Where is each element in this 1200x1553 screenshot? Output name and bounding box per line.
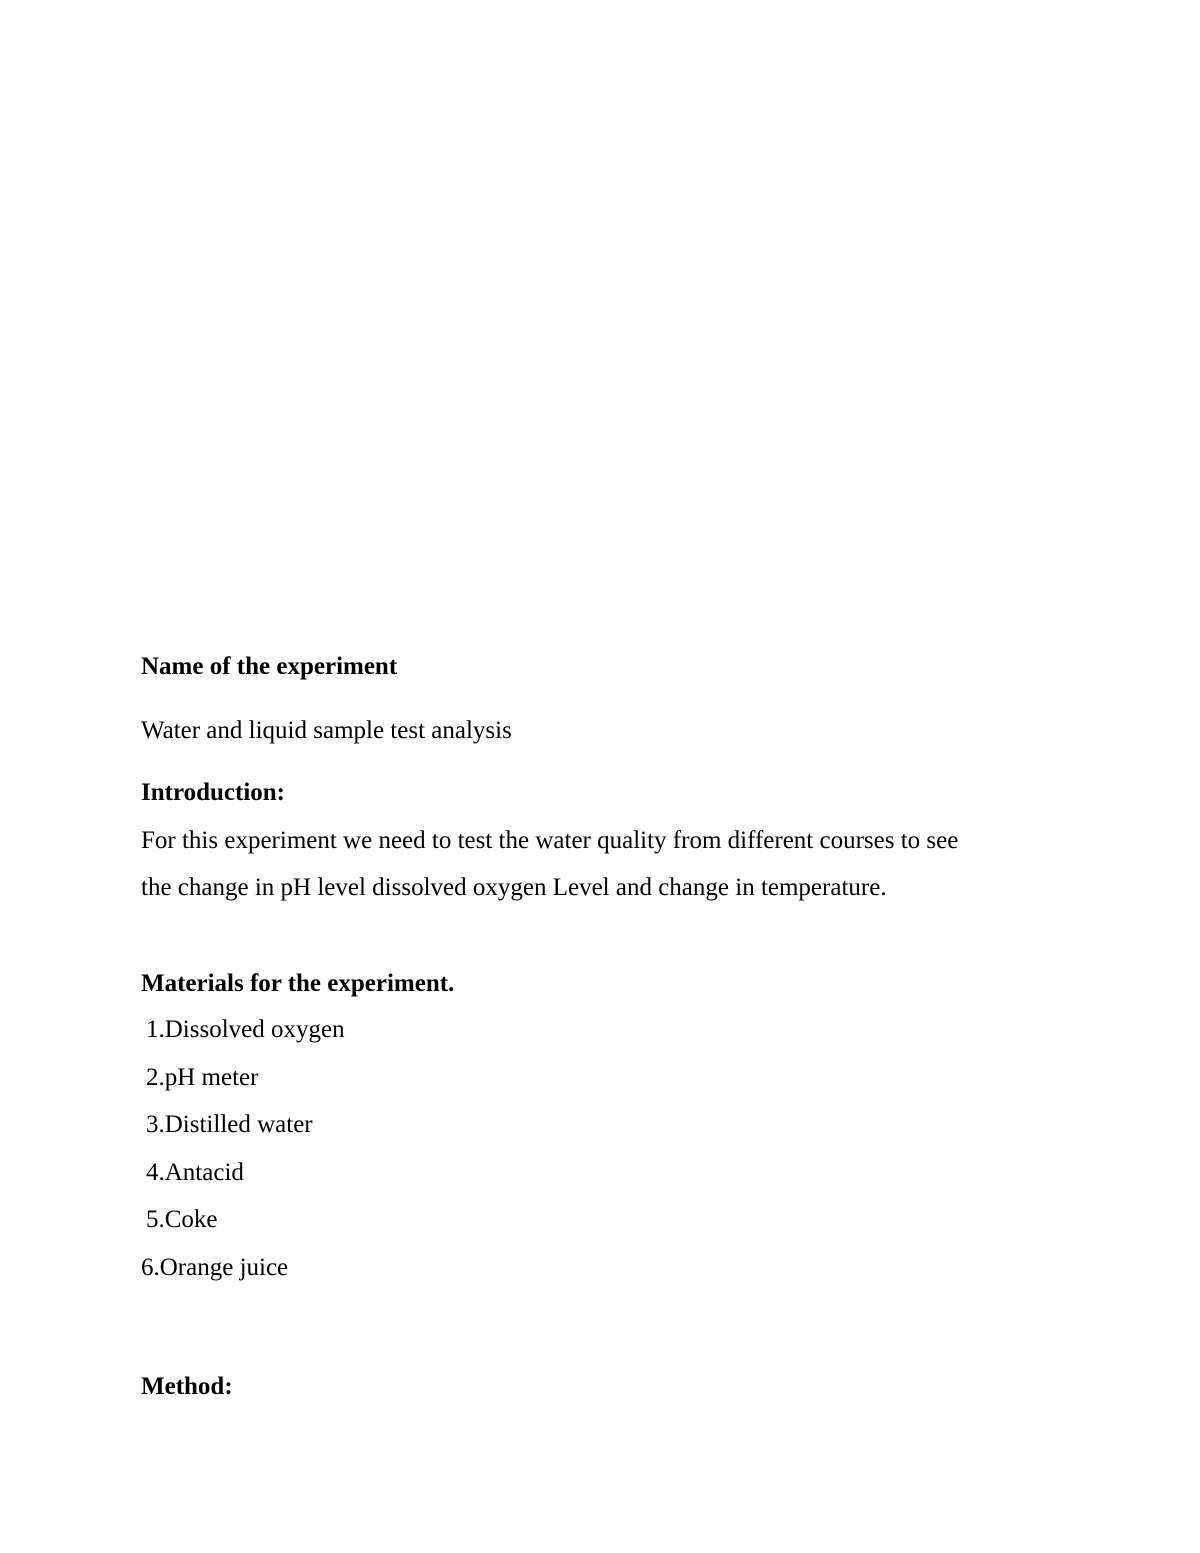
introduction-heading: Introduction: (141, 779, 286, 806)
introduction-line-2: the change in pH level dissolved oxygen Level and change in temperature. (141, 874, 887, 901)
experiment-heading: Name of the experiment (141, 653, 398, 680)
material-item-4: 4.Antacid (146, 1159, 244, 1186)
material-item-3: 3.Distilled water (146, 1111, 313, 1138)
material-item-2: 2.pH meter (146, 1064, 259, 1091)
method-heading: Method: (141, 1373, 233, 1400)
experiment-name: Water and liquid sample test analysis (141, 717, 512, 744)
material-item-1: 1.Dissolved oxygen (146, 1016, 345, 1043)
material-item-5: 5.Coke (146, 1206, 218, 1233)
materials-heading: Materials for the experiment. (141, 970, 455, 997)
material-item-6: 6.Orange juice (141, 1254, 289, 1281)
introduction-line-1: For this experiment we need to test the water quality from different courses to see (141, 827, 959, 854)
